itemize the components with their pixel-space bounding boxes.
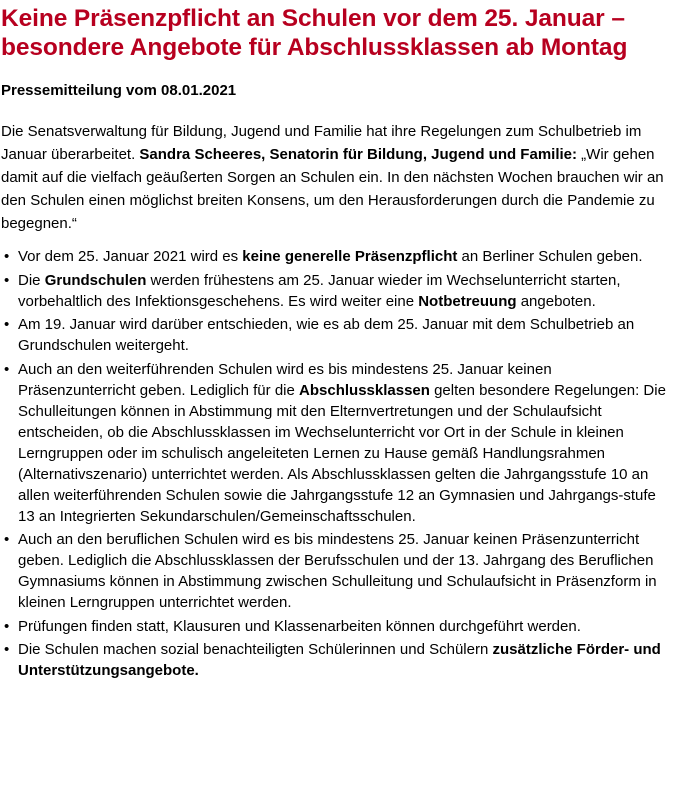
- intro-quote: „Wir gehen damit auf die vielfach geäußerten Sorgen an Schulen ein. In den nächsten Wochen brauchen wir an den Schulen einen möglichst breiten Konsens, um den Herausforderungen durch die Pandemie zu begegnen.“: [1, 146, 664, 232]
- list-item-text: gelten besondere Regelungen: Die Schulleitungen können in Abstimmung mit den Elternvertretungen und der Schulaufsicht entscheiden, ob die Abschlussklassen im Wechselunterricht vor Ort in der Schule in kleinen Lerngruppen oder im schulisch angeleiteten Lernen zu Hause gemäß Handlungsrahmen (Alternativszenario) unterrichtet werden. Als Abschlussklassen gelten die Jahrgangsstufe 10 an allen weiterführenden Schulen sowie die Jahrgangsstufe 12 an Gymnasien und Jahrgangs-stufe 13 an Integrierten Sekundarschulen/Gemeinschaftsschulen.: [18, 381, 666, 525]
- bullet-icon: •: [4, 531, 10, 548]
- list-item-text: an Berliner Schulen geben.: [457, 248, 643, 265]
- list-item-emphasis: Grundschulen: [44, 271, 147, 289]
- list-item-text: Auch an den beruflichen Schulen wird es bis mindestens 25. Januar keinen Präsenzunterricht geben. Lediglich die Abschlussklassen der Berufsschulen und der 13. Jahrgang des Beruflichen Gymnasiums können in Abstimmung zwischen Schulleitung und Schulaufsicht in Präsenzform in kleinen Lerngruppen unterrichtet werden.: [18, 531, 657, 611]
- list-item-text: Am 19. Januar wird darüber entschieden, wie es ab dem 25. Januar mit dem Schulbetrieb an Grundschulen weitergeht.: [18, 316, 635, 354]
- list-item-text: Prüfungen finden statt, Klausuren und Klassenarbeiten können durchgeführt werden.: [18, 617, 581, 635]
- list-item-emphasis: Abschlussklassen: [299, 381, 430, 399]
- bullet-icon: •: [4, 360, 10, 378]
- list-item-emphasis: keine generelle Präsenzpflicht: [242, 248, 458, 265]
- bullet-icon: •: [4, 316, 10, 333]
- press-release-date: Pressemitteilung vom 08.01.2021: [1, 82, 237, 99]
- list-item: [1, 246, 669, 267]
- list-item: [1, 359, 669, 527]
- list-item-text: Die Schulen machen sozial benachteiligten Schülerinnen und Schülern: [18, 641, 493, 658]
- list-item: [1, 616, 669, 637]
- bullet-icon: •: [4, 271, 10, 289]
- list-item-text: Auch an den weiterführenden Schulen wird es bis mindestens 25. Januar keinen Präsenzunterricht geben. Lediglich für die: [18, 360, 552, 399]
- headline: Keine Präsenzpflicht an Schulen vor dem 25. Januar – besondere Angebote für Abschlussklassen ab Montag: [1, 5, 628, 61]
- bullet-list: [1, 246, 669, 681]
- list-item-text: angeboten.: [516, 292, 596, 310]
- intro-text: Die Senatsverwaltung für Bildung, Jugend und Familie hat ihre Regelungen zum Schulbetrieb im Januar überarbeitet.: [1, 123, 642, 163]
- list-item-emphasis: Notbetreuung: [418, 292, 517, 310]
- list-item: [1, 639, 669, 681]
- list-item-text: Die: [18, 271, 45, 289]
- bullet-icon: •: [4, 617, 10, 635]
- intro-paragraph: [1, 120, 669, 235]
- list-item: [1, 270, 669, 312]
- bullet-icon: •: [4, 248, 10, 265]
- bullet-icon: •: [4, 641, 10, 658]
- list-item-emphasis: zusätzliche Förder- und Unterstützungsangebote.: [18, 641, 661, 679]
- speaker-name: Sandra Scheeres, Senatorin für Bildung, Jugend und Familie:: [139, 146, 577, 163]
- list-item: [1, 529, 669, 613]
- list-item: [1, 314, 669, 356]
- list-item-text: werden frühestens am 25. Januar wieder im Wechselunterricht starten, vorbehaltlich des Infektionsgeschehens. Es wird weiter eine: [18, 271, 621, 310]
- list-item-text: Vor dem 25. Januar 2021 wird es: [18, 248, 243, 265]
